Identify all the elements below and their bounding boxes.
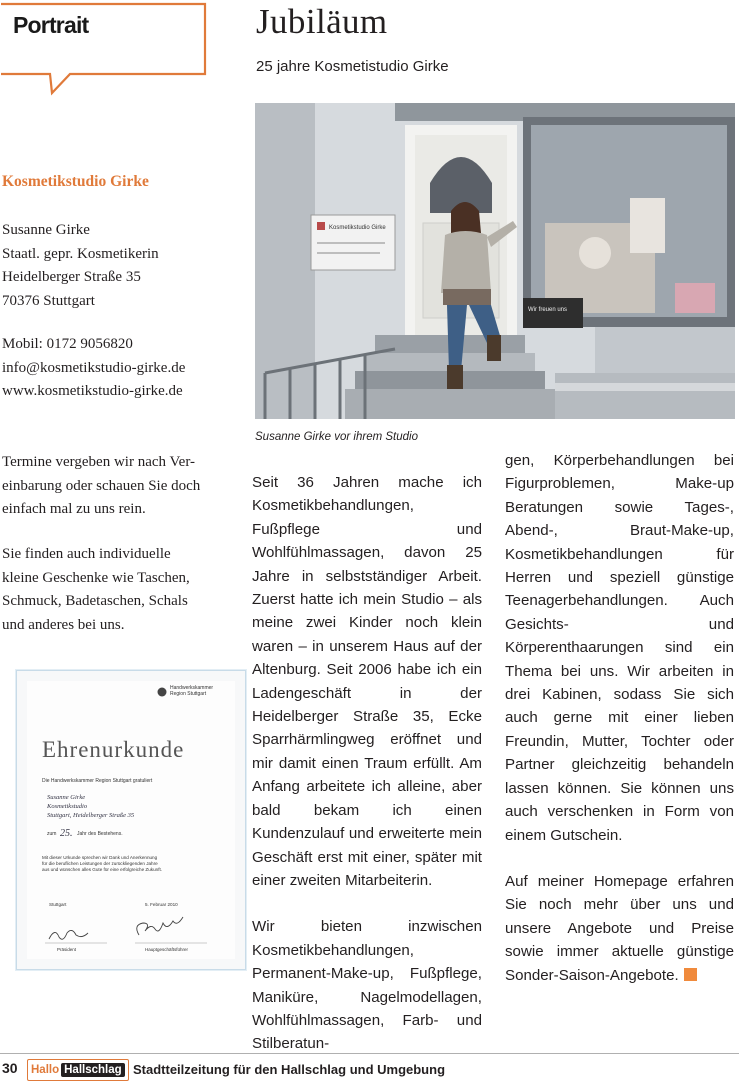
svg-text:Präsident: Präsident xyxy=(57,947,77,952)
headline: Jubiläum xyxy=(256,2,388,41)
chamber-logo-icon xyxy=(158,688,167,697)
subheadline: 25 jahre Kosmetistudio Girke xyxy=(256,58,449,75)
svg-text:Hauptgeschäftsführer: Hauptgeschäftsführer xyxy=(145,947,189,952)
page-number: 30 xyxy=(2,1060,18,1076)
article-column-1 xyxy=(252,471,482,1056)
photo-caption: Susanne Girke vor ihrem Studio xyxy=(255,431,418,443)
storefront-photo xyxy=(255,103,735,419)
svg-text:Jahr des Bestehens.: Jahr des Bestehens. xyxy=(77,831,123,837)
svg-text:Die Handwerkskammer Region Stu: Die Handwerkskammer Region Stuttgart gratuliert xyxy=(42,778,153,784)
svg-text:für die beruflichen Leistungen: für die beruflichen Leistungen der zurückliegenden Jahre xyxy=(42,861,158,866)
svg-text:zum: zum xyxy=(47,831,57,837)
hallo-hallschlag-logo: Hallo Hallschlag xyxy=(27,1059,129,1081)
appointment-text: Termine vergeben wir nach Ver- einbarung oder schauen Sie doch einfach mal zu uns rein. xyxy=(2,454,201,517)
board-text: Wir freuen uns xyxy=(528,307,568,313)
left-signature xyxy=(49,930,88,939)
storefront-illustration xyxy=(255,103,735,419)
end-mark-icon xyxy=(684,968,697,981)
shop-sign-text: Kosmetikstudio Girke xyxy=(329,225,386,231)
contact-block: Mobil: 0172 9056820 info@kosmetikstudio-girke.de www.kosmetikstudio-girke.de xyxy=(2,336,186,399)
article-paragraph: Seit 36 Jahren mache ich Kosmetikbehandlungen, Fußpflege und Wohlfühlmassagen, davon 25 Jahre in selbstständiger Arbeit. Zuerst hatte ich mein Studio – als meine zwei Kinder noch klein waren – in unserem Haus auf der Altenburg. Seit 2006 habe ich ein Ladengeschäft in der Heidelberger Straße 35, Ecke Sparrhärmlingweg eröffnet und mir damit einen Traum erfüllt. Am Anfang arbeitete ich alleine, aber bald bekam ich einen Kundenzulauf und erweiterte mein Geschäft erst mit einer, später mit einer zweiten Mitarbeiterin. xyxy=(252,474,482,889)
certificate xyxy=(16,670,246,970)
section-label: Portrait xyxy=(13,12,89,38)
svg-text:aus und wünschen alles Gute fü: aus und wünschen alles Gute für eine erfolgreiche Zukunft. xyxy=(42,867,163,872)
svg-text:Stuttgart: Stuttgart xyxy=(49,902,67,907)
article-column-2 xyxy=(505,449,734,987)
svg-text:5. Februar 2010: 5. Februar 2010 xyxy=(145,902,178,907)
svg-text:Handwerkskammer: Handwerkskammer xyxy=(170,685,214,691)
article-paragraph-final: Auf meiner Homepage erfahren Sie noch mehr über uns und unsere Angebote und Preise sowie immer aktuelle günstige Sonder-Saison-Angebote. xyxy=(505,872,734,984)
svg-text:Kosmetikstudio: Kosmetikstudio xyxy=(47,803,88,810)
footer-divider xyxy=(0,1053,739,1054)
right-signature xyxy=(137,917,183,935)
svg-text:25.: 25. xyxy=(60,828,73,839)
footer-tagline: Stadtteilzeitung für den Hallschlag und Umgebung xyxy=(133,1062,446,1077)
certificate-title: Ehrenurkunde xyxy=(42,737,185,762)
svg-text:Mit dieser Urkunde sprechen wi: Mit dieser Urkunde sprechen wir Dank und Anerkennung xyxy=(42,855,158,860)
article-paragraph: Wir bieten inzwischen Kosmetikbehandlungen, Permanent-Make-up, Fußpflege, Maniküre, Nagelmodellagen, Wohlfühlmassagen, Farb- und Stilberatun- xyxy=(252,918,482,1053)
svg-text:Susanne Girke: Susanne Girke xyxy=(47,794,86,801)
studio-name: Kosmetikstudio Girke xyxy=(2,173,149,190)
address-block: Susanne Girke Staatl. gepr. Kosmetikerin Heidelberger Straße 35 70376 Stuttgart xyxy=(2,222,159,309)
article-paragraph: gen, Körperbehandlungen bei Figurproblemen, Make-up Beratungen sowie Tages-, Abend-, Braut-Make-up, Kosmetikbehandlungen für Herren und speziell günstige Teenagerbehandlungen. Auch Gesichts- und Körperenthaarungen sind ein Thema bei uns. Wir arbeiten in drei Kabinen, sodass Sie sich auch gerne mit einer lieben Freundin, Mutter, Tochter oder Partner gleichzeitig behandeln lassen können. Sie können uns auch verschenken in Form von einem Gutschein. xyxy=(505,452,734,844)
gifts-text: Sie finden auch individuelle kleine Geschenke wie Taschen, Schmuck, Badetaschen, Schals und anderes bei uns. xyxy=(2,546,190,633)
svg-text:Region Stuttgart: Region Stuttgart xyxy=(170,691,207,697)
svg-text:Stuttgart, Heidelberger Straße: Stuttgart, Heidelberger Straße 35 xyxy=(47,812,135,819)
certificate-content xyxy=(27,681,235,959)
